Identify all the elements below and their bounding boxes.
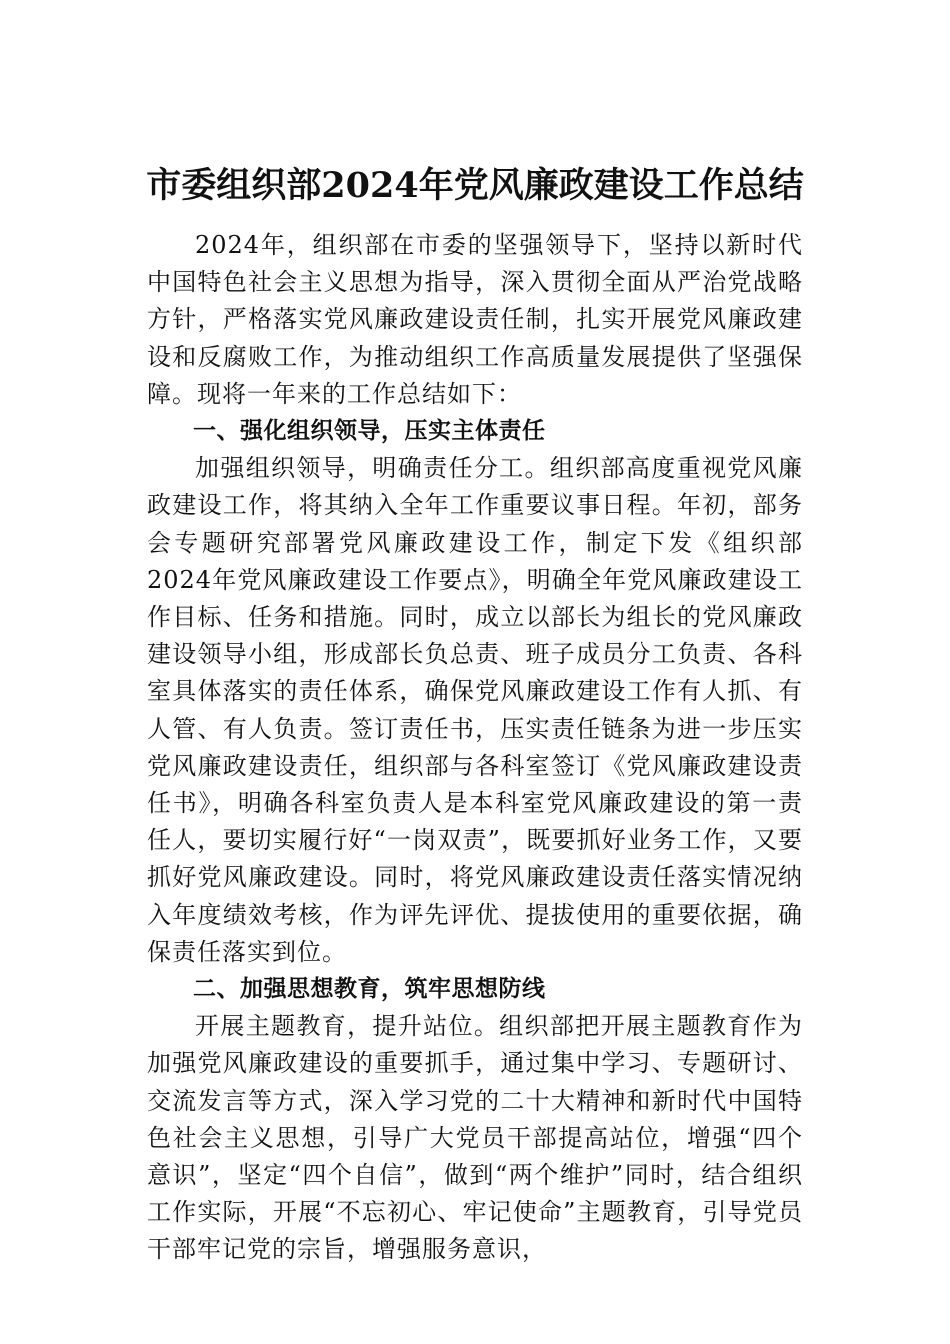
- section-heading-1: 一、强化组织领导，压实主体责任: [193, 418, 546, 445]
- section-paragraph-2: 开展主题教育，提升站位。组织部把开展主题教育作为加强党风廉政建设的重要抓手，通过集中学习、专题研讨、交流发言等方式，深入学习党的二十大精神和新时代中国特色社会主义思想，引导广大党员干部提高站位，增强“四个意识”，坚定“四个自信”，做到“两个维护”同时，结合组织工作实际，开展“不忘初心、牢记使命”主题教育，引导党员干部牢记党的宗旨，增强服务意识，: [147, 1012, 803, 1264]
- intro-paragraph: 2024年，组织部在市委的坚强领导下，坚持以新时代中国特色社会主义思想为指导，深入贯彻全面从严治党战略方针，严格落实党风廉政建设责任制，扎实开展党风廉政建设和反腐败工作，为推动组织工作高质量发展提供了坚强保障。现将一年来的工作总结如下：: [147, 231, 803, 408]
- document-body: [147, 227, 803, 1269]
- document-title: 市委组织部2024年党风廉政建设工作总结: [146, 165, 804, 206]
- section-paragraph-1: 加强组织领导，明确责任分工。组织部高度重视党风廉政建设工作，将其纳入全年工作重要议事日程。年初，部务会专题研究部署党风廉政建设工作，制定下发《组织部2024年党风廉政建设工作要点》，明确全年党风廉政建设工作目标、任务和措施。同时，成立以部长为组长的党风廉政建设领导小组，形成部长负总责、班子成员分工负责、各科室具体落实的责任体系，确保党风廉政建设工作有人抓、有人管、有人负责。签订责任书，压实责任链条为进一步压实党风廉政建设责任，组织部与各科室签订《党风廉政建设责任书》，明确各科室负责人是本科室党风廉政建设的第一责任人，要切实履行好“一岗双责”，既要抓好业务工作，又要抓好党风廉政建设。同时，将党风廉政建设责任落实情况纳入年度绩效考核，作为评先评优、提拔使用的重要依据，确保责任落实到位。: [147, 454, 803, 966]
- section-heading-2: 二、加强思想教育，筑牢思想防线: [193, 976, 546, 1003]
